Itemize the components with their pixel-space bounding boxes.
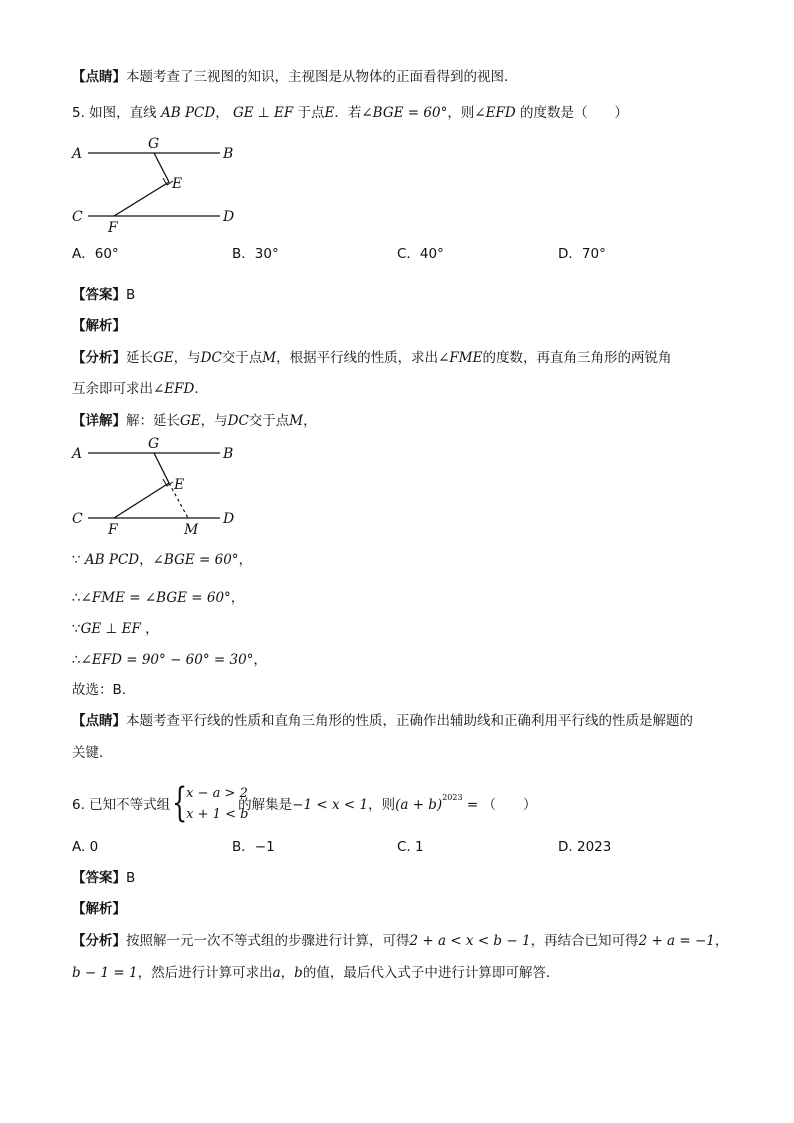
q6-solution: −1 < x < 1 [292, 797, 369, 813]
q5-perp: ⊥ [257, 105, 270, 121]
fig1-label-c: C [72, 209, 83, 225]
fx-tag: 【分析】 [72, 350, 126, 366]
q6-options [72, 837, 752, 857]
fig2-label-g: G [148, 436, 160, 452]
fig1-label-g: G [148, 136, 160, 152]
xj-tag: 【详解】 [72, 413, 126, 429]
s4-angle: ∠EFD = 90° − 60° = 30° [80, 652, 254, 668]
q6-stem-d: = （ ） [462, 797, 537, 813]
q6-analysis-line2 [72, 963, 559, 983]
q5-cd: CD [194, 105, 216, 121]
xj-p4: ， [303, 413, 317, 429]
s1-par: P [108, 552, 118, 568]
xj-dc: DC [227, 413, 249, 429]
fx6-eq2: b − 1 = 1 [72, 965, 138, 981]
q6-option-d[interactable]: D. 2023 [558, 839, 612, 855]
fx-efd: ∠EFD [153, 381, 195, 397]
fig2-label-d: D [223, 511, 235, 527]
q5-stem-d: ，则 [447, 105, 475, 121]
dj-tag: 【点睛】 [72, 713, 126, 729]
fx-p3: 交于点 [221, 350, 263, 366]
fx6-eq1: 2 + a = −1 [638, 933, 715, 949]
figure-q5 [68, 132, 248, 236]
question-6-stem [72, 777, 536, 826]
fig1-label-e: E [172, 176, 183, 192]
s1-cd: CD [117, 552, 140, 568]
fx6-p2: ，再结合已知可得 [530, 933, 639, 949]
step-3 [72, 619, 159, 639]
fx6-p5: ， [280, 965, 295, 981]
xj-p3: 交于点 [248, 413, 290, 429]
q5-option-b[interactable]: B．30° [232, 246, 279, 262]
fig1-label-d: D [223, 209, 235, 225]
q5-detail [72, 411, 317, 431]
q5-angle: ∠BGE = 60° [361, 105, 448, 121]
q5-option-c[interactable]: C．40° [397, 246, 444, 262]
answer-tag: 【答案】 [72, 287, 126, 303]
q5-ab: AB [160, 105, 181, 121]
s4-end: ， [253, 652, 267, 668]
fx-p6: 互余即可求出 [72, 381, 153, 397]
fx6-ineq: 2 + a < x < b − 1 [409, 933, 531, 949]
answer6-value: B [126, 870, 136, 886]
q5-option-d[interactable]: D．70° [558, 246, 606, 262]
step-4 [72, 650, 267, 670]
q5-parallel: P [184, 105, 195, 121]
fx-m: M [262, 350, 277, 366]
question-5-stem [72, 103, 628, 123]
q5-stem-e: 的度数是（ ） [519, 105, 628, 121]
system-row-1: x − a > 2 [186, 786, 248, 801]
figure-q5-detail [68, 432, 248, 540]
s1-angle: ∠BGE = 60° [152, 552, 239, 568]
q6-analysis-line1 [72, 931, 728, 951]
fig2-label-e: E [174, 477, 185, 493]
analysis-5-heading [72, 316, 126, 336]
brace-glyph: { [172, 780, 188, 826]
s3-pre: ∵ [72, 621, 81, 637]
q6-option-a[interactable]: A. 0 [72, 839, 99, 855]
analysis-6-heading [72, 899, 126, 919]
answer-value: B [126, 287, 136, 303]
q5-stem-a: 5. 如图，直线 [72, 105, 157, 121]
q6-stem-c: ，则 [368, 797, 396, 813]
fig2-label-b: B [223, 446, 234, 462]
fig2-label-f: F [108, 522, 118, 538]
dj-p1: 本题考查平行线的性质和直角三角形的性质，正确作出辅助线和正确利用平行线的性质是解题的 [126, 713, 693, 729]
s2-end: ， [230, 590, 245, 606]
q5-stem-c: ．若 [334, 105, 362, 121]
fig2-label-m: M [184, 522, 199, 538]
fx-p4: ，根据平行线的性质，求出 [276, 350, 439, 366]
answer-5 [72, 285, 135, 305]
q5-pointer-line2 [72, 743, 113, 763]
xj-p2: ，与 [200, 413, 228, 429]
fx-p5: 的度数，再直角三角形的两锐角 [482, 350, 672, 366]
q5-ge: GE [232, 105, 254, 121]
fig1-label-b: B [223, 146, 234, 162]
analysis-tag: 【解析】 [72, 318, 126, 334]
s3-ge: GE [80, 621, 102, 637]
q5-analysis-line2 [72, 379, 208, 399]
fig1-label-a: A [72, 146, 83, 162]
q6-expr: (a + b) [395, 797, 443, 813]
pointer-note-prev [72, 67, 518, 87]
inequality-system [172, 780, 249, 826]
q5-stem-b: 于点 [297, 105, 325, 121]
q6-option-c[interactable]: C. 1 [397, 839, 424, 855]
pointer-tag: 【点睛】 [72, 69, 126, 85]
system-row-2: x + 1 < b [186, 807, 249, 822]
fig2-label-c: C [72, 511, 83, 527]
q6-stem-a: 6. 已知不等式组 [72, 797, 171, 813]
fig2-label-a: A [72, 446, 83, 462]
xj-p1: 解：延长 [126, 413, 180, 429]
fx-p2: ，与 [173, 350, 201, 366]
xj-ge: GE [180, 413, 201, 429]
s5-text: 故选：B． [72, 682, 136, 698]
q6-option-b[interactable]: B．−1 [232, 839, 275, 855]
fig1-label-f: F [108, 220, 118, 236]
fx6-p1: 按照解一元一次不等式组的步骤进行计算，可得 [126, 933, 410, 949]
q5-option-a[interactable]: A．60° [72, 246, 119, 262]
fx6-p6: 的值，最后代入式子中进行计算即可解答． [302, 965, 560, 981]
s4-pre: ∴ [72, 652, 81, 668]
s3-perp: ⊥ [105, 621, 118, 637]
q5-ef: EF [273, 105, 294, 121]
fx-fme: ∠FME [438, 350, 483, 366]
answer6-tag: 【答案】 [72, 870, 126, 886]
fx-ge: GE [153, 350, 174, 366]
s2-angle: ∠FME = ∠BGE = 60° [80, 590, 231, 606]
q5-options [72, 244, 752, 264]
q5-angle2: ∠EFD [474, 105, 516, 121]
q5-sep: ， [215, 105, 229, 121]
q6-stem-b: 的解集是 [238, 797, 293, 813]
fx6-p4: ，然后进行计算可求出 [137, 965, 273, 981]
s1-pre: ∵ [72, 552, 81, 568]
xj-m: M [289, 413, 304, 429]
s1-end: ， [238, 552, 253, 568]
fx-p7: ． [194, 381, 208, 397]
pointer-text: 本题考查了三视图的知识，主视图是从物体的正面看得到的视图． [126, 69, 518, 85]
fx6-tag: 【分析】 [72, 933, 126, 949]
step-5 [72, 680, 135, 700]
step-2 [72, 588, 244, 608]
s3-ef: EF [121, 621, 141, 637]
q5-analysis-line1 [72, 348, 671, 368]
fx-dc: DC [200, 350, 222, 366]
s2-pre: ∴ [72, 590, 81, 606]
fx-p1: 延长 [126, 350, 153, 366]
q6-exponent: 2023 [442, 793, 463, 802]
analysis6-tag: 【解析】 [72, 901, 126, 917]
s3-end: ， [145, 621, 159, 637]
fx6-p3: ， [714, 933, 729, 949]
dj-p2: 关键． [72, 745, 113, 761]
fx6-a: a [272, 965, 281, 981]
answer-6 [72, 868, 135, 888]
q5-e: E [324, 105, 335, 121]
step-1 [72, 550, 252, 570]
s1-mid: ， [139, 552, 153, 568]
q5-pointer-line1 [72, 711, 693, 731]
fx6-b: b [294, 965, 303, 981]
s1-ab: AB [84, 552, 105, 568]
